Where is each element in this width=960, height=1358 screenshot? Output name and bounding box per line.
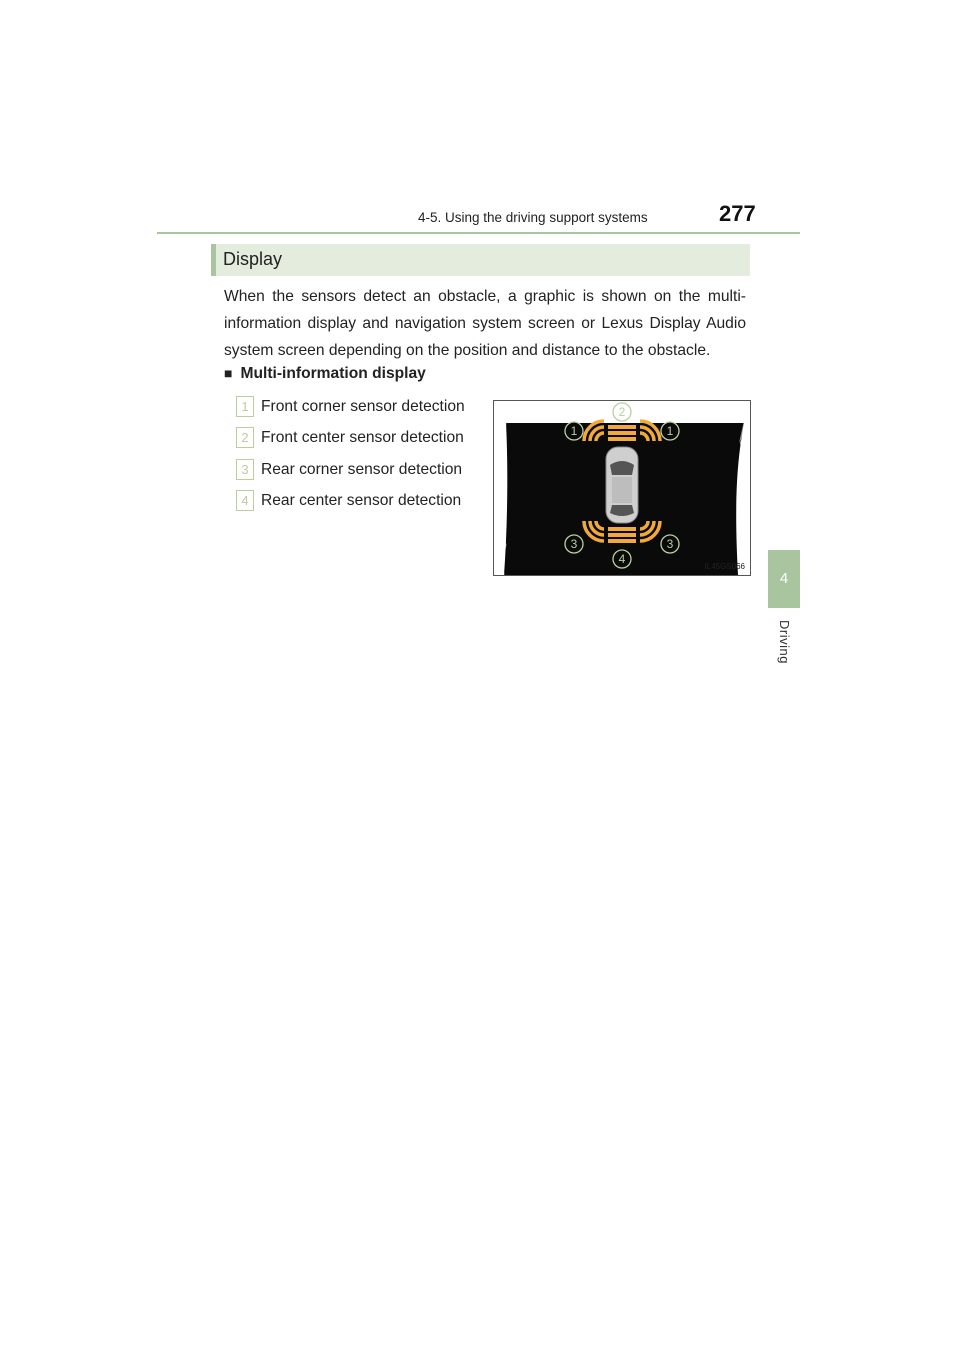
section-title: Display (223, 249, 283, 269)
callout-label: 2 (618, 405, 626, 419)
display-edge-left (502, 423, 506, 575)
list-item (236, 459, 462, 481)
callout-label: 4 (618, 552, 626, 566)
figure-code: IL45GS066 (704, 562, 745, 571)
square-bullet-icon: ■ (224, 365, 233, 381)
section-header (211, 244, 750, 276)
list-item (236, 490, 461, 512)
section-header-accent (211, 244, 216, 276)
sensor-display-illustration (494, 401, 750, 575)
page-number: 277 (719, 201, 756, 226)
front-center-sensor-icon (608, 425, 636, 441)
list-item-label: Rear corner sensor detection (261, 461, 463, 478)
sub-heading (224, 365, 426, 383)
chapter-tab[interactable]: 4 (768, 550, 800, 608)
header-section-title: 4-5. Using the driving support systems (418, 210, 648, 225)
list-item (236, 396, 465, 418)
callout-label: 1 (570, 424, 578, 438)
sensor-display-figure (493, 400, 751, 576)
callout-label: 1 (666, 424, 674, 438)
callout-label: 3 (570, 537, 578, 551)
callout-label: 3 (666, 537, 674, 551)
sub-heading-text: Multi-information display (240, 365, 426, 382)
list-item-label: Front center sensor detection (261, 429, 464, 446)
callout-number: 3 (236, 459, 254, 480)
rear-center-sensor-icon (608, 527, 636, 543)
list-item (236, 427, 464, 449)
list-item-label: Rear center sensor detection (261, 492, 462, 509)
callout-number: 4 (236, 490, 254, 511)
callout-number: 1 (236, 396, 254, 417)
callout-number: 2 (236, 427, 254, 448)
car-icon (606, 447, 638, 523)
display-edge-right (740, 423, 744, 575)
chapter-label: Driving (777, 620, 792, 664)
body-paragraph: When the sensors detect an obstacle, a graphic is shown on the multi-information display and navigation system screen or Lexus Display Audio system screen depending on the position and distance to the obstacle. (224, 288, 746, 359)
header-divider (157, 232, 800, 234)
list-item-label: Front corner sensor detection (261, 398, 465, 415)
